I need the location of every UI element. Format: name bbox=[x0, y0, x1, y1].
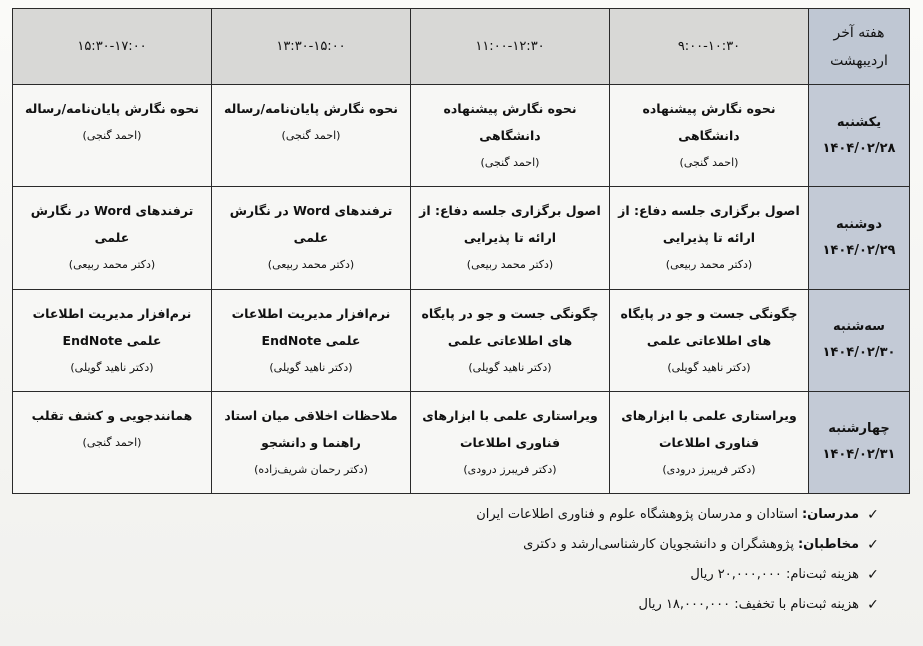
session-teacher: (دکتر فریبرز درودی) bbox=[463, 462, 557, 476]
note-label: مدرسان: bbox=[801, 507, 859, 522]
session-title: اصول برگزاری جلسه دفاع: از ارائه تا پذیرایی bbox=[618, 203, 800, 246]
session-cell bbox=[13, 187, 212, 289]
session-cell bbox=[610, 391, 809, 493]
list-item bbox=[323, 590, 883, 620]
note-value: هزینه ثبت‌نام با تخفیف: ۱۸,۰۰۰,۰۰۰ ریال bbox=[638, 597, 859, 612]
session-teacher: (احمد گنجی) bbox=[480, 156, 540, 170]
list-item bbox=[323, 560, 883, 590]
day-cell bbox=[809, 85, 910, 187]
session-title: نحوه نگارش پایان‌نامه/رساله bbox=[25, 101, 199, 117]
checkmark-icon: ✓ bbox=[867, 597, 879, 613]
session-cell bbox=[411, 391, 610, 493]
week-label bbox=[809, 9, 910, 85]
session-cell bbox=[212, 391, 411, 493]
session-teacher: (دکتر رحمان شریف‌زاده) bbox=[254, 462, 368, 476]
session-teacher: (دکتر محمد ربیعی) bbox=[68, 258, 156, 272]
session-title: نحوه نگارش پایان‌نامه/رساله bbox=[224, 101, 398, 117]
session-cell bbox=[212, 289, 411, 391]
session-teacher: (احمد گنجی) bbox=[82, 435, 142, 449]
session-title: همانندجویی و کشف تقلب bbox=[31, 407, 193, 423]
session-title: ویراستاری علمی با ابزارهای فناوری اطلاعات bbox=[422, 407, 598, 450]
session-teacher: (دکتر فریبرز درودی) bbox=[662, 462, 756, 476]
day-date: ۱۴۰۴/۰۲/۳۱ bbox=[822, 447, 896, 463]
note-value: هزینه ثبت‌نام: ۲۰,۰۰۰,۰۰۰ ریال bbox=[690, 567, 859, 582]
day-date: ۱۴۰۴/۰۲/۲۸ bbox=[822, 140, 896, 156]
session-cell bbox=[411, 85, 610, 187]
day-name: چهارشنبه bbox=[828, 421, 890, 437]
checkmark-icon: ✓ bbox=[867, 567, 879, 583]
session-title: ترفندهای Word در نگارش علمی bbox=[30, 203, 194, 246]
table-row bbox=[13, 85, 910, 187]
schedule-table bbox=[12, 8, 910, 494]
checkmark-icon: ✓ bbox=[867, 507, 879, 523]
day-name: سه‌شنبه bbox=[833, 319, 885, 335]
time-slot-header: ۱۵:۳۰-۱۷:۰۰ bbox=[13, 9, 212, 85]
session-cell bbox=[212, 187, 411, 289]
day-name: یکشنبه bbox=[836, 114, 882, 130]
session-teacher: (دکتر محمد ربیعی) bbox=[466, 258, 554, 272]
table-row bbox=[13, 391, 910, 493]
session-title: نحوه نگارش پیشنهاده دانشگاهی bbox=[642, 101, 776, 144]
note-label: مخاطبان: bbox=[797, 537, 859, 552]
session-title: ملاحظات اخلاقی میان استاد راهنما و دانشجو bbox=[224, 407, 398, 450]
time-slot-header: ۱۳:۳۰-۱۵:۰۰ bbox=[212, 9, 411, 85]
table-row bbox=[13, 289, 910, 391]
session-title: چگونگی جست و جو در پایگاه های اطلاعاتی علمی bbox=[620, 305, 798, 348]
session-teacher: (دکتر ناهید گویلی) bbox=[70, 360, 154, 374]
session-teacher: (احمد گنجی) bbox=[281, 129, 341, 143]
session-teacher: (احمد گنجی) bbox=[82, 129, 142, 143]
day-cell bbox=[809, 289, 910, 391]
session-title: ترفندهای Word در نگارش علمی bbox=[229, 203, 393, 246]
note-value: استادان و مدرسان پژوهشگاه علوم و فناوری اطلاعات ایران bbox=[476, 507, 798, 522]
session-title: نرم‌افزار مدیریت اطلاعات علمی EndNote bbox=[32, 305, 192, 348]
session-title: اصول برگزاری جلسه دفاع: از ارائه تا پذیرایی bbox=[419, 203, 601, 246]
session-teacher: (دکتر ناهید گویلی) bbox=[667, 360, 751, 374]
week-label-line1: هفته آخر bbox=[833, 24, 885, 41]
day-cell bbox=[809, 187, 910, 289]
session-teacher: (احمد گنجی) bbox=[679, 156, 739, 170]
session-cell bbox=[610, 187, 809, 289]
info-notes bbox=[323, 500, 883, 620]
session-teacher: (دکتر ناهید گویلی) bbox=[269, 360, 353, 374]
day-date: ۱۴۰۴/۰۲/۳۰ bbox=[822, 345, 896, 361]
session-cell bbox=[610, 289, 809, 391]
session-teacher: (دکتر محمد ربیعی) bbox=[665, 258, 753, 272]
session-title: نحوه نگارش پیشنهاده دانشگاهی bbox=[443, 101, 577, 144]
session-teacher: (دکتر ناهید گویلی) bbox=[468, 360, 552, 374]
time-slot-header: ۹:۰۰-۱۰:۳۰ bbox=[610, 9, 809, 85]
checkmark-icon: ✓ bbox=[867, 537, 879, 553]
list-item bbox=[323, 500, 883, 530]
session-title: ویراستاری علمی با ابزارهای فناوری اطلاعات bbox=[621, 407, 797, 450]
week-label-line2: اردیبهشت bbox=[830, 52, 888, 69]
table-row bbox=[13, 187, 910, 289]
day-cell bbox=[809, 391, 910, 493]
session-teacher: (دکتر محمد ربیعی) bbox=[267, 258, 355, 272]
session-cell bbox=[13, 85, 212, 187]
day-name: دوشنبه bbox=[835, 216, 883, 232]
session-cell bbox=[411, 289, 610, 391]
session-cell bbox=[411, 187, 610, 289]
header-row bbox=[13, 9, 910, 85]
session-cell bbox=[610, 85, 809, 187]
time-slot-header: ۱۱:۰۰-۱۲:۳۰ bbox=[411, 9, 610, 85]
session-cell bbox=[13, 391, 212, 493]
session-title: نرم‌افزار مدیریت اطلاعات علمی EndNote bbox=[231, 305, 391, 348]
session-title: چگونگی جست و جو در پایگاه های اطلاعاتی علمی bbox=[421, 305, 599, 348]
session-cell bbox=[212, 85, 411, 187]
note-value: پژوهشگران و دانشجویان کارشناسی‌ارشد و دکتری bbox=[523, 537, 794, 552]
day-date: ۱۴۰۴/۰۲/۲۹ bbox=[822, 242, 896, 258]
session-cell bbox=[13, 289, 212, 391]
list-item bbox=[323, 530, 883, 560]
